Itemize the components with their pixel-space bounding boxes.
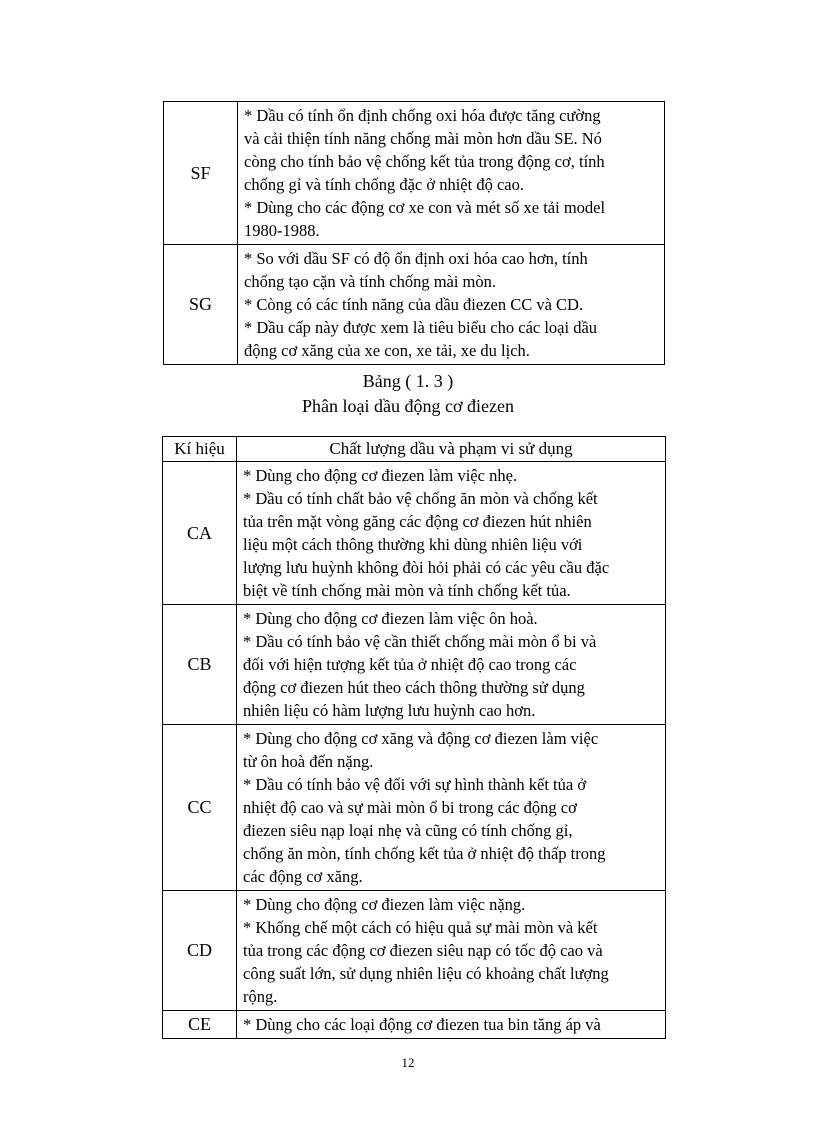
description-line: * Dùng cho động cơ điezen làm việc nặng. xyxy=(243,895,526,914)
description-line: * Dầu có tính chất bảo vệ chống ăn mòn và chống kết xyxy=(243,489,598,508)
table-caption-number: Bảng ( 1. 3 ) xyxy=(362,371,454,391)
grade-code: CE xyxy=(163,1011,237,1039)
page-number: 12 xyxy=(401,1055,415,1070)
description-line: và cải thiện tính năng chống mài mòn hơn dầu SE. Nó xyxy=(244,129,602,148)
description-line: * Còng có các tính năng của dầu điezen CC và CD. xyxy=(244,295,584,314)
description-line: tủa trên mặt vòng găng các động cơ điezen hút nhiên xyxy=(243,512,592,531)
description-line: chống gỉ và tính chống đặc ở nhiệt độ cao. xyxy=(244,175,524,194)
table-row xyxy=(163,605,666,725)
description-line: chống tạo cặn và tính chống mài mòn. xyxy=(244,272,497,291)
table-body xyxy=(163,462,666,1039)
description-line: * Dùng cho các loại động cơ điezen tua bin tăng áp và xyxy=(243,1015,601,1034)
oil-grade-table-gasoline xyxy=(163,101,665,365)
grade-description xyxy=(237,891,666,1011)
description-line: tủa trong các động cơ điezen siêu nạp có tốc độ cao và xyxy=(243,941,603,960)
description-line: * Khống chế một cách có hiệu quả sự mài mòn và kết xyxy=(243,918,598,937)
table-row xyxy=(163,891,666,1011)
description-line: liệu một cách thông thường khi dùng nhiên liệu với xyxy=(243,535,583,554)
description-line: còng cho tính bảo vệ chống kết tủa trong động cơ, tính xyxy=(244,152,605,171)
description-line: * Dầu cấp này được xem là tiêu biểu cho các loại dầu xyxy=(244,318,598,337)
description-line: nhiên liệu có hàm lượng lưu huỳnh cao hơn. xyxy=(243,701,536,720)
description-line: các động cơ xăng. xyxy=(243,867,363,886)
header-row xyxy=(163,437,666,462)
description-line: đối với hiện tượng kết tủa ở nhiệt độ cao trong các xyxy=(243,655,577,674)
table-header xyxy=(163,437,666,462)
description-line: rộng. xyxy=(243,987,278,1006)
table-body xyxy=(164,102,665,365)
description-line: * Dùng cho động cơ xăng và động cơ điezen làm việc xyxy=(243,729,599,748)
grade-code: SF xyxy=(164,102,238,245)
description-line: động cơ xăng của xe con, xe tải, xe du lịch. xyxy=(244,341,530,360)
grade-description xyxy=(238,245,665,365)
table-row xyxy=(163,725,666,891)
header-description: Chất lượng dầu và phạm vi sử dụng xyxy=(237,437,666,462)
description-line: từ ôn hoà đến nặng. xyxy=(243,752,374,771)
table-row xyxy=(164,102,665,245)
header-code: Kí hiệu xyxy=(163,437,237,462)
description-line: * Dùng cho các động cơ xe con và mét số xe tải model xyxy=(244,198,606,217)
grade-code: SG xyxy=(164,245,238,365)
grade-description xyxy=(238,102,665,245)
description-line: * So với dầu SF có độ ổn định oxi hóa cao hơn, tính xyxy=(244,249,588,268)
oil-grade-table-diesel xyxy=(162,436,666,1039)
description-line: * Dầu có tính bảo vệ cần thiết chống mài mòn ổ bi và xyxy=(243,632,597,651)
grade-code: CC xyxy=(163,725,237,891)
description-line: * Dầu có tính ổn định chống oxi hóa được tăng cường xyxy=(244,106,601,125)
grade-description xyxy=(237,1011,666,1039)
description-line: điezen siêu nạp loại nhẹ và cũng có tính chống gỉ, xyxy=(243,821,573,840)
description-line: chống ăn mòn, tính chống kết tủa ở nhiệt độ thấp trong xyxy=(243,844,606,863)
grade-description xyxy=(237,462,666,605)
table-row xyxy=(164,245,665,365)
description-line: nhiệt độ cao và sự mài mòn ổ bi trong các động cơ xyxy=(243,798,577,817)
grade-code: CA xyxy=(163,462,237,605)
description-line: động cơ điezen hút theo cách thông thường sử dụng xyxy=(243,678,585,697)
grade-code: CB xyxy=(163,605,237,725)
table-row xyxy=(163,1011,666,1039)
description-line: * Dùng cho động cơ điezen làm việc ôn hoà. xyxy=(243,609,538,628)
description-line: công suất lớn, sử dụng nhiên liệu có khoảng chất lượng xyxy=(243,964,609,983)
description-line: biệt về tính chống mài mòn và tính chống kết tủa. xyxy=(243,581,571,600)
grade-code: CD xyxy=(163,891,237,1011)
table-caption-title: Phân loại dầu động cơ điezen xyxy=(302,396,514,416)
grade-description xyxy=(237,605,666,725)
description-line: lượng lưu huỳnh không đòi hỏi phải có các yêu cầu đặc xyxy=(243,558,610,577)
description-line: * Dầu có tính bảo vệ đối với sự hình thành kết tủa ở xyxy=(243,775,587,794)
description-line: 1980-1988. xyxy=(244,221,320,240)
table-row xyxy=(163,462,666,605)
grade-description xyxy=(237,725,666,891)
description-line: * Dùng cho động cơ điezen làm việc nhẹ. xyxy=(243,466,518,485)
